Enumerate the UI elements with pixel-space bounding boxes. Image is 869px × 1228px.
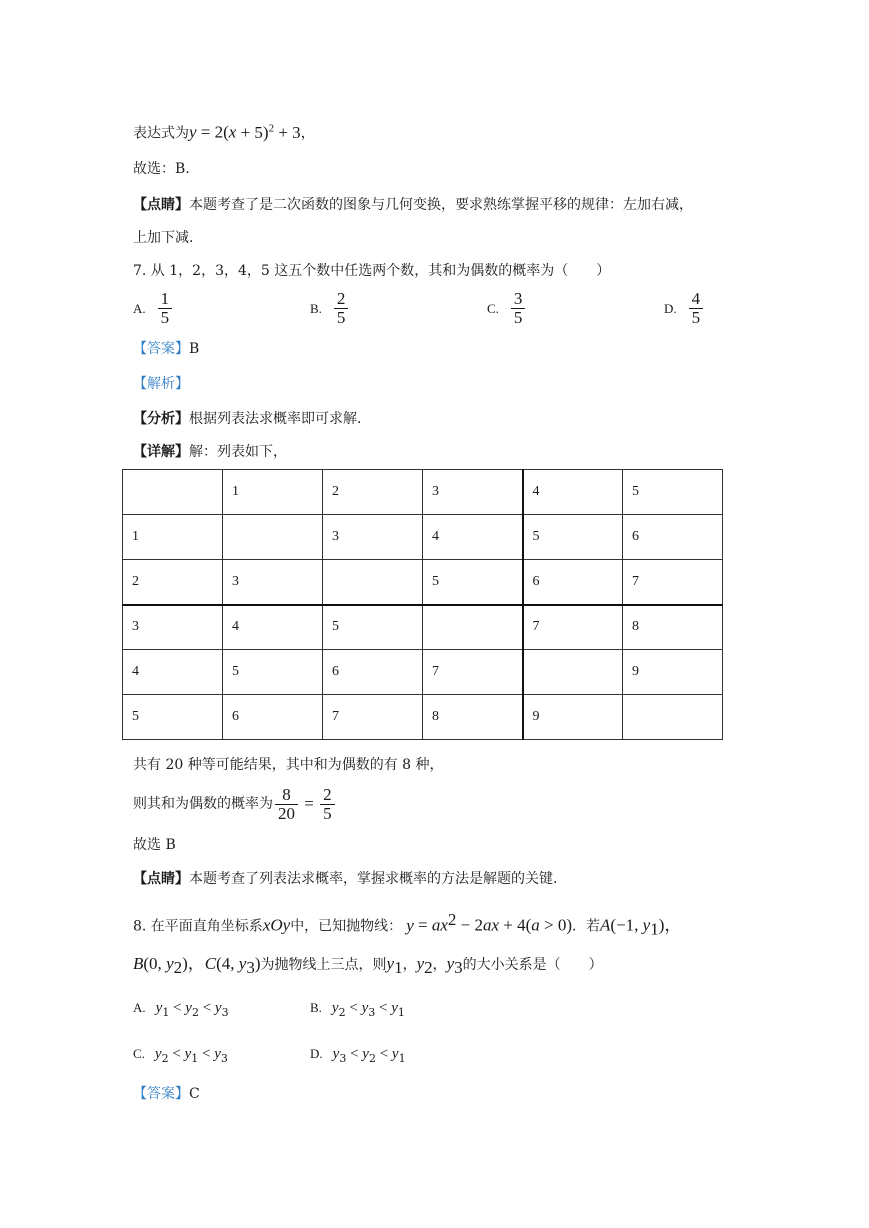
table-cell: 8 bbox=[623, 605, 723, 650]
table-row bbox=[123, 650, 723, 695]
table-cell: 6 bbox=[223, 695, 323, 740]
q8-option-d: D. $y_3 < y_2 < y_1$ bbox=[310, 1046, 406, 1065]
table-cell bbox=[423, 605, 523, 650]
table-cell: 3 bbox=[123, 605, 223, 650]
table-row bbox=[123, 470, 723, 515]
table-cell: 4 bbox=[423, 515, 523, 560]
table-cell: 7 bbox=[323, 695, 423, 740]
table-cell bbox=[623, 695, 723, 740]
table-cell: 8 bbox=[423, 695, 523, 740]
table-cell: 3 bbox=[323, 515, 423, 560]
table-row bbox=[123, 560, 723, 605]
table-cell: 4 bbox=[223, 605, 323, 650]
table-cell: 3 bbox=[223, 560, 323, 605]
table-cell: 5 bbox=[623, 470, 723, 515]
table-cell: 4 bbox=[523, 470, 623, 515]
q8-stem-line1: 8. 在平面直角坐标系xOy中，已知抛物线： $y = ax^2 - 2ax + 4(a > 0)$．若A(−1, $y_1$)， bbox=[133, 910, 682, 939]
q7-option-a: A. $\frac{1}{5}$ bbox=[133, 290, 174, 327]
formula-y: y bbox=[189, 122, 197, 142]
table-cell: 5 bbox=[523, 515, 623, 560]
table-cell bbox=[523, 650, 623, 695]
q8-stem-line2: B(0, $y_2$)，C(4, $y_3$)为抛物线上三点，则$y_1$，$y_2$，$y_3$的大小关系是（ ） bbox=[133, 954, 603, 977]
table-cell: 7 bbox=[623, 560, 723, 605]
table-cell: 6 bbox=[623, 515, 723, 560]
table-cell: 4 bbox=[123, 650, 223, 695]
q8-option-a: A. $y_1 < y_2 < y_3$ bbox=[133, 1000, 229, 1019]
table-cell: 1 bbox=[123, 515, 223, 560]
q7-choice: 故选 B bbox=[133, 837, 176, 853]
table-cell: 5 bbox=[423, 560, 523, 605]
q7-option-c: C. $\frac{3}{5}$ bbox=[487, 290, 527, 327]
table-cell bbox=[223, 515, 323, 560]
table-cell: 5 bbox=[223, 650, 323, 695]
table-cell: 6 bbox=[323, 650, 423, 695]
table-cell: 6 bbox=[523, 560, 623, 605]
q7-comment: 【点睛】本题考查了列表法求概率，掌握求概率的方法是解题的关键. bbox=[133, 871, 558, 887]
q7-stem: 7. 从 1，2，3，4，5 这五个数中任选两个数，其和为偶数的概率为（ ） bbox=[133, 263, 611, 279]
q7-detail: 【详解】解：列表如下， bbox=[133, 444, 287, 460]
q7-answer: 【答案】B bbox=[133, 341, 200, 357]
expression-line: 表达式为$y = 2(x + 5)^2 + 3$， bbox=[133, 122, 315, 142]
table-cell: 1 bbox=[223, 470, 323, 515]
q7-probability: 则其和为偶数的概率为 $\frac{8}{20}$ = $\frac{2}{5}$ bbox=[133, 784, 337, 824]
table-cell: 9 bbox=[523, 695, 623, 740]
table-cell: 7 bbox=[523, 605, 623, 650]
q7-fenxi: 【分析】根据列表法求概率即可求解. bbox=[133, 411, 362, 427]
q8-option-b: B. $y_2 < y_3 < y_1$ bbox=[310, 1000, 405, 1019]
q8-answer: 【答案】C bbox=[133, 1086, 200, 1102]
sum-table bbox=[122, 469, 723, 740]
q8-option-c: C. $y_2 < y_1 < y_3$ bbox=[133, 1046, 228, 1065]
table-cell: 7 bbox=[423, 650, 523, 695]
table-row bbox=[123, 515, 723, 560]
prev-choice: 故选：B. bbox=[133, 161, 190, 177]
table-cell: 2 bbox=[123, 560, 223, 605]
table-row bbox=[123, 695, 723, 740]
prev-comment-line2: 上加下减. bbox=[133, 230, 194, 246]
table-cell bbox=[323, 560, 423, 605]
table-row bbox=[123, 605, 723, 650]
table-cell: 3 bbox=[423, 470, 523, 515]
q7-option-b: B. $\frac{2}{5}$ bbox=[310, 290, 350, 327]
table-cell: 2 bbox=[323, 470, 423, 515]
q7-result: 共有 20 种等可能结果，其中和为偶数的有 8 种， bbox=[133, 757, 444, 773]
q7-analysis-tag: 【解析】 bbox=[133, 376, 189, 392]
table-cell: 5 bbox=[123, 695, 223, 740]
table-cell: 5 bbox=[323, 605, 423, 650]
prev-comment-line1: 【点睛】本题考查了是二次函数的图象与几何变换，要求熟练掌握平移的规律：左加右减， bbox=[133, 197, 693, 213]
table-cell: 9 bbox=[623, 650, 723, 695]
q7-option-d: D. $\frac{4}{5}$ bbox=[664, 290, 705, 327]
table-cell bbox=[123, 470, 223, 515]
